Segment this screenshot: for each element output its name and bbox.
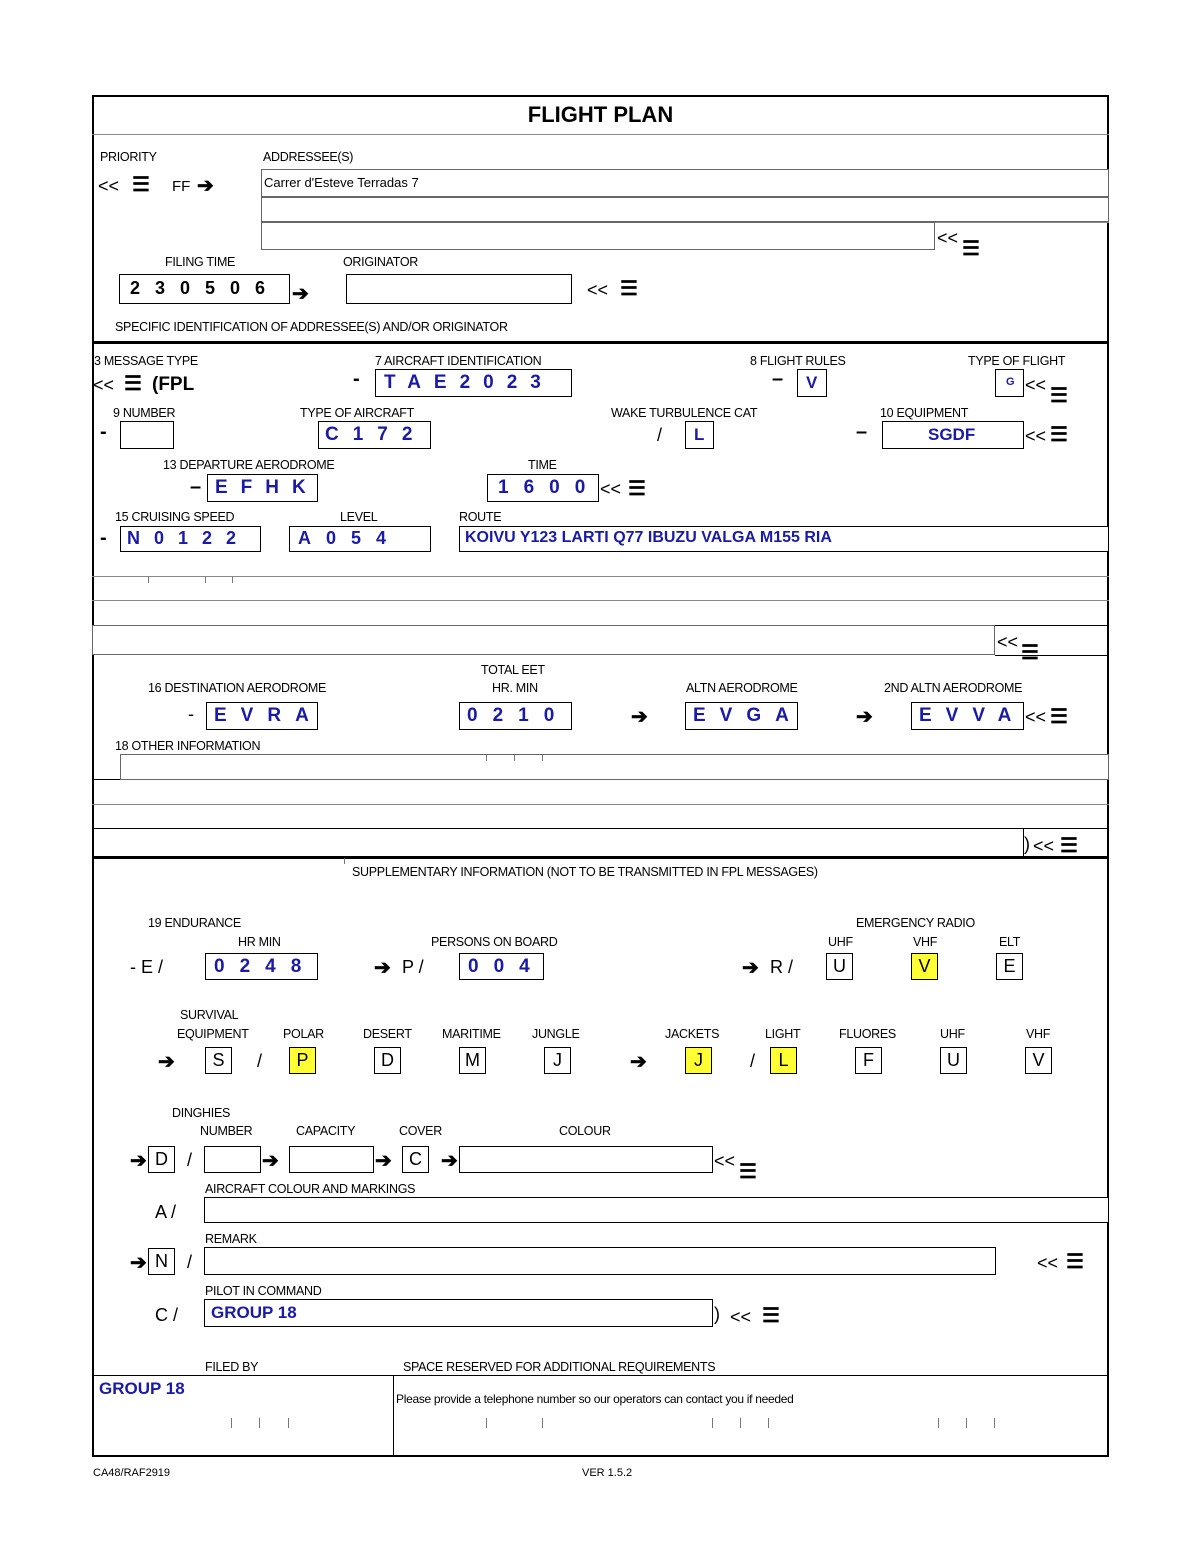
jackets-label: JACKETS	[665, 1027, 720, 1041]
dinghies-number-label: NUMBER	[200, 1124, 253, 1138]
menu-icon: ☰	[1050, 424, 1068, 446]
dinghies-number-field[interactable]	[204, 1146, 261, 1173]
dash: –	[190, 476, 202, 498]
route-field[interactable]	[459, 526, 1109, 552]
arrow-icon: ➔	[631, 706, 648, 728]
lt-symbol: <<	[587, 280, 609, 300]
destination-label: 16 DESTINATION AERODROME	[148, 681, 327, 695]
wake-turbulence-label: WAKE TURBULENCE CAT	[611, 406, 758, 420]
footer-form-code: CA48/RAF2919	[93, 1467, 171, 1479]
jackets-vhf-checkbox[interactable]: V	[1025, 1047, 1052, 1074]
emergency-radio-label: EMERGENCY RADIO	[856, 916, 975, 930]
menu-icon: ☰	[132, 174, 150, 196]
eet-field[interactable]	[459, 702, 572, 730]
tick	[740, 1418, 741, 1428]
lt-symbol: <<	[1025, 375, 1047, 395]
survival-desert-checkbox[interactable]: D	[374, 1047, 401, 1074]
fluores-label: FLUORES	[839, 1027, 896, 1041]
dash: –	[856, 421, 868, 443]
tick	[259, 1418, 260, 1428]
aircraft-colour-field[interactable]	[204, 1197, 1109, 1223]
jackets-fluores-checkbox[interactable]: F	[855, 1047, 882, 1074]
menu-icon: ☰	[124, 373, 142, 395]
lt-symbol: <<	[1025, 426, 1047, 446]
dinghies-label: DINGHIES	[172, 1106, 231, 1120]
vhf-label: VHF	[913, 935, 938, 949]
arrow-icon: ➔	[130, 1150, 147, 1172]
type-of-aircraft-value: C172	[325, 424, 427, 445]
jackets-checkbox[interactable]: J	[685, 1047, 712, 1074]
divider	[92, 828, 1109, 829]
section-divider	[92, 856, 1109, 859]
number-label: 9 NUMBER	[113, 406, 176, 420]
equipment-label: 10 EQUIPMENT	[880, 406, 969, 420]
addressee-field-1[interactable]	[261, 169, 1109, 197]
route-label: ROUTE	[459, 510, 502, 524]
hrmin-label: HR MIN	[238, 935, 281, 949]
lt-symbol: <<	[600, 479, 622, 499]
jacket-vhf-label: VHF	[1026, 1027, 1051, 1041]
tick	[542, 1418, 543, 1428]
filed-by-value: GROUP 18	[99, 1379, 185, 1398]
remark-field[interactable]	[204, 1247, 996, 1275]
uhf-label: UHF	[828, 935, 853, 949]
dinghies-colour-field[interactable]	[459, 1146, 713, 1173]
lt-symbol: <<	[937, 228, 959, 248]
departure-value: EFHK	[215, 477, 319, 498]
survival-equipment-label: EQUIPMENT	[177, 1027, 249, 1041]
lt-symbol: <<	[93, 375, 115, 395]
type-of-flight-label: TYPE OF FLIGHT	[968, 354, 1066, 368]
pob-field[interactable]	[459, 953, 544, 980]
originator-field[interactable]	[346, 274, 572, 304]
desert-label: DESERT	[363, 1027, 412, 1041]
divider	[92, 576, 1109, 577]
survival-maritime-checkbox[interactable]: M	[459, 1047, 486, 1074]
footer-version: VER 1.5.2	[582, 1467, 633, 1479]
altn2-label: 2ND ALTN AERODROME	[884, 681, 1023, 695]
remark-checkbox[interactable]: N	[148, 1248, 175, 1275]
jacket-uhf-label: UHF	[940, 1027, 965, 1041]
jackets-light-checkbox[interactable]: L	[770, 1047, 797, 1074]
arrow-icon: ➔	[630, 1051, 647, 1073]
menu-icon: ☰	[739, 1161, 757, 1183]
divider	[393, 1375, 394, 1457]
tick	[966, 1418, 967, 1428]
radio-vhf-checkbox[interactable]: V	[911, 953, 938, 980]
dash: –	[772, 368, 784, 390]
destination-field[interactable]	[206, 702, 323, 730]
arrow-icon: ➔	[856, 706, 873, 728]
slash: /	[657, 425, 663, 445]
section-divider	[92, 341, 1109, 344]
divider	[92, 1375, 1109, 1376]
type-of-flight-field[interactable]	[995, 369, 1024, 397]
lt-symbol: <<	[1025, 707, 1047, 727]
level-field[interactable]	[289, 526, 431, 552]
light-label: LIGHT	[765, 1027, 801, 1041]
cruising-speed-label: 15 CRUISING SPEED	[115, 510, 235, 524]
tick	[994, 1418, 995, 1428]
form-title: FLIGHT PLAN	[527, 102, 674, 127]
arrow-icon: ➔	[375, 1150, 392, 1172]
time-label: TIME	[528, 458, 557, 472]
tick	[768, 1418, 769, 1428]
flight-rules-value: V	[806, 373, 818, 392]
arrow-icon: ➔	[262, 1150, 279, 1172]
arrow-icon: ➔	[130, 1252, 147, 1274]
space-reserved-value: Please provide a telephone number so our operators can contact you if needed	[396, 1392, 794, 1406]
aircraft-colour-label: AIRCRAFT COLOUR AND MARKINGS	[205, 1182, 416, 1196]
slash: /	[187, 1252, 193, 1272]
divider	[92, 134, 1109, 135]
eet-value: 0210	[467, 705, 570, 726]
pob-prefix: P /	[402, 957, 424, 977]
remark-label: REMARK	[205, 1232, 257, 1246]
flight-rules-field[interactable]	[797, 369, 827, 397]
dash: -	[353, 368, 360, 390]
other-info-label: 18 OTHER INFORMATION	[115, 739, 261, 753]
slash: /	[257, 1051, 263, 1071]
dinghies-capacity-field[interactable]	[289, 1146, 374, 1173]
level-label: LEVEL	[340, 510, 378, 524]
menu-icon: ☰	[962, 238, 980, 260]
tick	[712, 1418, 713, 1428]
aircraft-id-label: 7 AIRCRAFT IDENTIFICATION	[375, 354, 542, 368]
tick	[542, 755, 543, 761]
addressee-line1-text: Carrer d'Esteve Terradas 7	[264, 175, 419, 190]
radio-prefix: R /	[770, 957, 794, 977]
radio-elt-checkbox[interactable]: E	[996, 953, 1023, 980]
number-field[interactable]	[120, 421, 174, 449]
dinghies-cover-label: COVER	[399, 1124, 442, 1138]
priority-value: FF	[172, 178, 191, 195]
lt-symbol: <<	[997, 632, 1019, 652]
divider	[92, 600, 1109, 601]
aircraft-colour-prefix: A /	[155, 1202, 177, 1222]
departure-label: 13 DEPARTURE AERODROME	[163, 458, 335, 472]
pic-field[interactable]	[204, 1299, 713, 1327]
departure-time-field[interactable]	[487, 474, 599, 502]
slash: /	[750, 1051, 756, 1071]
aircraft-id-value: TAE2023	[384, 372, 554, 393]
message-type-value: (FPL	[152, 374, 195, 395]
supplementary-heading: SUPPLEMENTARY INFORMATION (NOT TO BE TRANSMITTED IN FPL MESSAGES)	[352, 865, 818, 879]
addressee-field-3[interactable]	[261, 222, 935, 250]
equipment-field[interactable]	[882, 421, 1024, 449]
pob-value: 004	[468, 956, 545, 977]
wake-value: L	[694, 425, 705, 444]
message-type-label: 3 MESSAGE TYPE	[94, 354, 198, 368]
filing-time-field[interactable]	[119, 274, 290, 304]
tick	[344, 858, 345, 864]
endurance-label: 19 ENDURANCE	[148, 916, 241, 930]
aircraft-id-field[interactable]	[375, 369, 572, 397]
total-eet-label: TOTAL EET	[481, 663, 545, 677]
dash: -	[100, 421, 107, 443]
cruising-speed-value: N0122	[127, 528, 251, 548]
lt-symbol: <<	[714, 1151, 736, 1171]
lt-symbol: <<	[730, 1307, 752, 1327]
divider	[92, 804, 1109, 805]
lt-symbol: <<	[98, 176, 120, 196]
jackets-uhf-checkbox[interactable]: U	[940, 1047, 967, 1074]
endurance-value: 0248	[214, 956, 317, 977]
flight-rules-label: 8 FLIGHT RULES	[750, 354, 846, 368]
route-value: KOIVU Y123 LARTI Q77 IBUZU VALGA M155 RIA	[465, 529, 832, 546]
close-paren: )	[714, 1304, 720, 1324]
tick	[148, 577, 149, 583]
cruising-speed-field[interactable]	[120, 526, 261, 552]
survival-jungle-checkbox[interactable]: J	[544, 1047, 571, 1074]
pic-prefix: C /	[155, 1305, 179, 1325]
close-paren: )	[1024, 834, 1030, 854]
maritime-label: MARITIME	[442, 1027, 501, 1041]
wake-field[interactable]	[685, 421, 714, 449]
departure-time-value: 1600	[498, 477, 601, 498]
departure-field[interactable]	[207, 474, 318, 502]
tick	[514, 755, 515, 761]
divider	[92, 779, 120, 780]
tick	[486, 755, 487, 761]
pob-label: PERSONS ON BOARD	[431, 935, 558, 949]
addressee-field-2[interactable]	[261, 197, 1109, 222]
originator-label: ORIGINATOR	[343, 255, 419, 269]
menu-icon: ☰	[1021, 642, 1039, 664]
addressees-label: ADDRESSEE(S)	[263, 150, 354, 164]
arrow-icon: ➔	[441, 1150, 458, 1172]
survival-label: SURVIVAL	[180, 1008, 239, 1022]
eet-hrmin-label: HR. MIN	[492, 681, 538, 695]
menu-icon: ☰	[1060, 835, 1078, 857]
equipment-value: SGDF	[928, 425, 976, 444]
type-of-aircraft-field[interactable]	[318, 421, 431, 449]
radio-uhf-checkbox[interactable]: U	[826, 953, 853, 980]
altn-label: ALTN AERODROME	[686, 681, 798, 695]
altn2-value: EVVA	[919, 705, 1026, 726]
dash: -	[188, 704, 194, 724]
pic-value: GROUP 18	[211, 1303, 297, 1322]
tick	[288, 1418, 289, 1428]
tick	[232, 577, 233, 583]
arrow-icon: ➔	[292, 283, 309, 305]
endurance-field[interactable]	[205, 953, 318, 980]
slash: /	[187, 1150, 193, 1170]
altn-value: EVGA	[693, 705, 803, 726]
type-of-aircraft-label: TYPE OF AIRCRAFT	[300, 406, 414, 420]
tick	[205, 577, 206, 583]
priority-label: PRIORITY	[100, 150, 157, 164]
type-of-flight-value: G	[1006, 376, 1015, 388]
destination-value: EVRA	[214, 705, 323, 726]
menu-icon: ☰	[620, 278, 638, 300]
filed-by-label: FILED BY	[205, 1360, 259, 1374]
survival-polar-checkbox[interactable]: P	[289, 1047, 316, 1074]
dinghies-capacity-label: CAPACITY	[296, 1124, 356, 1138]
route-continuation-field[interactable]	[92, 625, 995, 655]
tick	[938, 1418, 939, 1428]
polar-label: POLAR	[283, 1027, 324, 1041]
dash: -	[100, 527, 107, 549]
pic-label: PILOT IN COMMAND	[205, 1284, 322, 1298]
lt-symbol: <<	[1033, 836, 1055, 856]
specific-id-label: SPECIFIC IDENTIFICATION OF ADDRESSEE(S) AND/OR ORIGINATOR	[115, 320, 508, 334]
arrow-icon: ➔	[158, 1051, 175, 1073]
filing-time-label: FILING TIME	[165, 255, 236, 269]
altn2-field[interactable]	[911, 702, 1024, 730]
divider	[935, 222, 1109, 223]
level-value: A054	[298, 528, 402, 548]
filing-time-value: 2 3 0 5 0 6	[130, 278, 271, 298]
dinghies-colour-label: COLOUR	[559, 1124, 611, 1138]
dinghies-checkbox[interactable]: D	[148, 1146, 175, 1173]
survival-s-checkbox[interactable]: S	[205, 1047, 232, 1074]
jungle-label: JUNGLE	[532, 1027, 580, 1041]
menu-icon: ☰	[762, 1305, 780, 1327]
endurance-prefix: - E /	[130, 957, 164, 977]
other-info-field[interactable]	[120, 754, 1109, 780]
menu-icon: ☰	[628, 478, 646, 500]
arrow-icon: ➔	[742, 957, 759, 979]
elt-label: ELT	[999, 935, 1021, 949]
altn-field[interactable]	[685, 702, 803, 730]
space-reserved-label: SPACE RESERVED FOR ADDITIONAL REQUIREMENTS	[403, 1360, 716, 1374]
dinghies-cover-checkbox[interactable]: C	[402, 1146, 429, 1173]
menu-icon: ☰	[1066, 1251, 1084, 1273]
menu-icon: ☰	[1050, 385, 1068, 407]
arrow-icon: ➔	[197, 175, 214, 197]
divider	[995, 655, 1109, 656]
tick	[486, 1418, 487, 1428]
arrow-icon: ➔	[374, 957, 391, 979]
lt-symbol: <<	[1037, 1253, 1059, 1273]
tick	[231, 1418, 232, 1428]
menu-icon: ☰	[1050, 706, 1068, 728]
